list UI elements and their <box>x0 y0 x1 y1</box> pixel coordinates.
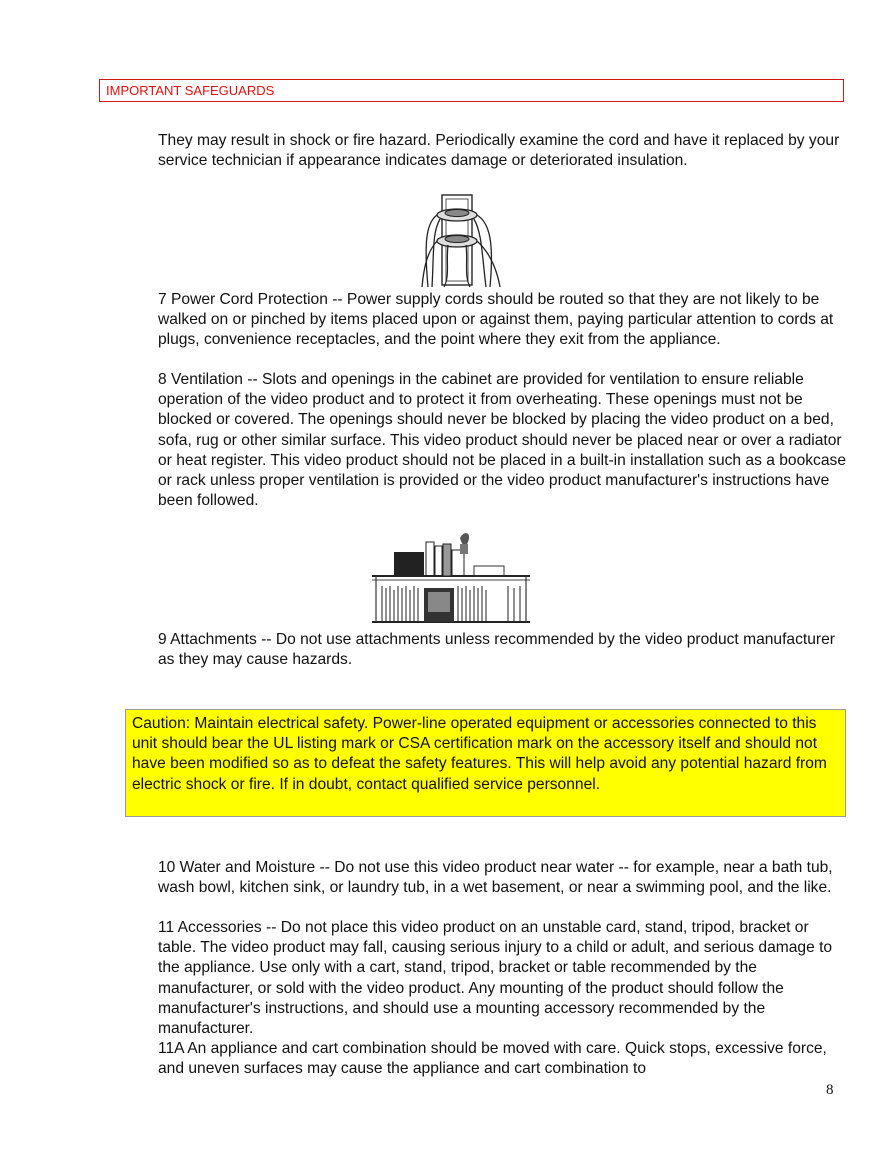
paragraph-water-moisture: 10 Water and Moisture -- Do not use this video product near water -- for example, near a bath tub, wash bowl, kitchen sink, or laundry tub, in a wet basement, or near a swimming pool, and the like. <box>158 859 833 897</box>
paragraph-attachments: 9 Attachments -- Do not use attachments unless recommended by the video product manufacturer as they may cause hazards. <box>158 631 835 669</box>
section-header <box>99 79 844 102</box>
bookcase-ventilation-illustration <box>368 530 534 626</box>
page-number: 8 <box>826 1082 834 1098</box>
paragraph-cord-inspection: They may result in shock or fire hazard. Periodically examine the cord and have it replaced by your service technician if appearance indicates damage or deteriorated insulation. <box>158 132 840 170</box>
paragraph-cart-combination: 11A An appliance and cart combination should be moved with care. Quick stops, excessive force, and uneven surfaces may cause the appliance and cart combination to <box>158 1040 827 1078</box>
caution-text: Caution: Maintain electrical safety. Power-line operated equipment or accessories connected to this unit should bear the UL listing mark or CSA certification mark on the accessory itself and should not have been modified so as to defeat the safety features. This will help avoid any potential hazard from electric shock or fire. If in doubt, contact qualified service personnel. <box>132 715 827 793</box>
paragraph-accessories: 11 Accessories -- Do not place this video product on an unstable card, stand, tripod, bracket or table. The video product may fall, causing serious injury to a child or adult, and serious damage to the appliance. Use only with a cart, stand, tripod, bracket or table recommended by the manufacturer, or sold with the video product. Any mounting of the product should follow the manufacturer's instructions, and should use a mounting accessory recommended by the manufacturer. <box>158 919 833 1038</box>
section-header-title: IMPORTANT SAFEGUARDS <box>106 83 275 98</box>
overloaded-outlet-illustration <box>420 193 502 289</box>
caution-box <box>125 709 846 817</box>
paragraph-ventilation: 8 Ventilation -- Slots and openings in the cabinet are provided for ventilation to ensure reliable operation of the video product and to protect it from overheating. These openings must not be blocked or covered. The openings should never be blocked by placing the video product on a bed, sofa, rug or other similar surface. This video product should never be placed near or over a radiator or heat register. This video product should not be placed in a built-in installation such as a bookcase or rack unless proper ventilation is provided or the video product manufacturer's instructions have been followed. <box>158 371 846 510</box>
paragraph-power-cord-protection: 7 Power Cord Protection -- Power supply cords should be routed so that they are not likely to be walked on or pinched by items placed upon or against them, paying particular attention to cords at plugs, convenience receptacles, and the point where they exit from the appliance. <box>158 291 834 349</box>
